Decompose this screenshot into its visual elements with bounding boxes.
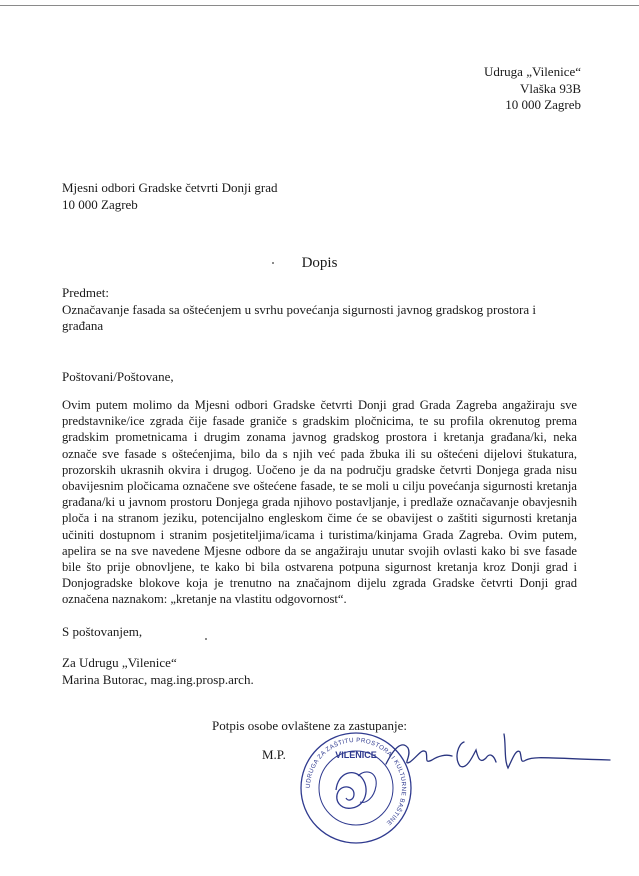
sender-city: 10 000 Zagreb	[505, 97, 581, 112]
recipient-city: 10 000 Zagreb	[62, 196, 138, 212]
subject-block	[62, 285, 577, 335]
recipient-address	[62, 180, 278, 213]
sender-street: Vlaška 93B	[519, 80, 581, 96]
subject-text: Označavanje fasada sa oštećenjem u svrhu povećanja sigurnosti javnog gradskog prostora i građana	[62, 301, 536, 333]
signatory-name: Marina Butorac, mag.ing.prosp.arch.	[62, 671, 254, 687]
document-title: Dopis	[301, 255, 338, 271]
body-paragraph: Ovim putem molimo da Mjesni odbori Gradske četvrti Donji grad Grada Zagreba angažiraju sve predstavnike/ice zgrada čije fasade graniče s gradskim pločnicima, te su profila okrenutog prema gradskim prometnicama i drugim zonama javnog gradskog prostora i kretanja građana/ki, neka označe sve fasade s oštećenjima, bilo da s njih već pada žbuka ili su oštećeni dijelovi štukatura, prozorskih ukrasnih okvira i drugog. Uočeno je da na području gradske četvrti Donjega grada nisu obavijesnim pločicama označene sve oštećene fasade, te se moli u cilju povećanja sigurnosti kretanja građana/ki u javnom prostoru Donjega grada njihovo postavljanje, i predlaže označavanje obavjesnih ploča i na stranom jeziku, potencijalno engleskom čime će se obavijest o zaštiti sigurnosti kretanja učiniti dostupnom i stranim posjetiteljima/icama i turistima/kinjama Grada Zagreba. Ovim putem, apelira se na sve navedene Mjesne odbore da se angažiraju unutar svojih ovlasti kako bi sve fasade bile što prije obnovljene, te kako bi bila ostvarena potpuna sigurnost kretanja kroz Donji grad i Donjogradske blokove koja je trenutno na značajnom dijelu zgrada Gradske četvrti Donji grad označena naznakom: „kretanje na vlastitu odgovornost“.	[62, 398, 577, 607]
recipient-name: Mjesni odbori Gradske četvrti Donji grad	[62, 180, 278, 195]
handwritten-signature-icon	[380, 728, 615, 778]
greeting: Poštovani/Poštovane,	[62, 369, 174, 384]
signature-label: Potpis osobe ovlaštene za zastupanje:	[212, 718, 407, 733]
sender-address	[484, 64, 581, 114]
signatory-organisation: Za Udrugu „Vilenice“	[62, 655, 177, 670]
stamp-center-text: VILENICE	[335, 750, 377, 760]
mp-label: M.P.	[262, 747, 286, 762]
scan-speck	[205, 638, 207, 640]
closing-line: S poštovanjem,	[62, 624, 143, 639]
subject-label: Predmet:	[62, 285, 109, 300]
signatory-block	[62, 655, 254, 688]
page-top-border	[0, 5, 639, 6]
stamp-ring-text: UDRUGA ZA ZAŠTITU PROSTORA I KULTURNE BAŠTINE	[304, 736, 408, 827]
sender-name: Udruga „Vilenice“	[483, 64, 581, 79]
